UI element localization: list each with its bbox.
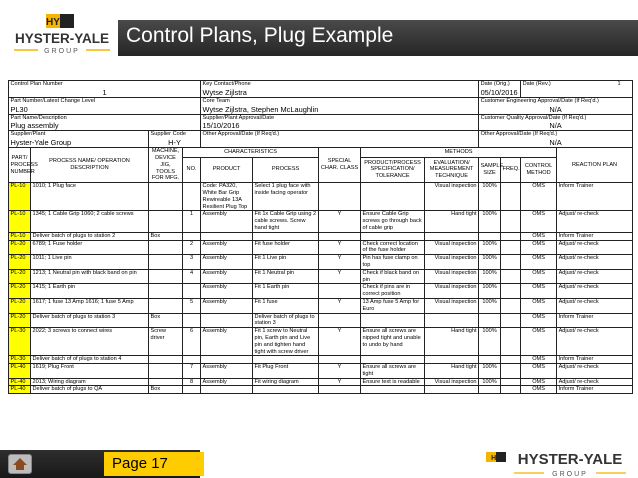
special-char-cell [319, 386, 361, 394]
control-method-cell: OMS [521, 284, 557, 299]
spec-cell [361, 313, 425, 328]
col-characteristics: CHARACTERISTICS [183, 148, 319, 157]
meta-customer-engineering: Customer Engineering Approval/Date (If Req'd.) N/A [479, 97, 633, 114]
special-char-cell: Y [319, 255, 361, 270]
table-row [9, 284, 633, 299]
sample-size-cell: 100% [479, 211, 501, 232]
sample-size-cell: 100% [479, 298, 501, 313]
product-cell: Assembly [201, 378, 253, 386]
process-description: 6789; 1 Fuse holder [31, 240, 149, 255]
op-cell: PL-40 [9, 378, 31, 386]
logo-brand-bottom: GROUP [44, 48, 80, 55]
table-row [9, 313, 633, 328]
col-control-method: CONTROL METHOD [521, 157, 557, 183]
special-char-cell: Y [319, 240, 361, 255]
sample-freq-cell [501, 313, 521, 328]
footer-logo-mark: HY [491, 455, 501, 462]
evaluation-cell: Hand tight [425, 364, 479, 379]
meta-core-team: Core Team Wytse Zijlstra, Stephen McLaughlin [201, 97, 479, 114]
sample-freq-cell [501, 328, 521, 356]
evaluation-cell [425, 232, 479, 240]
sample-freq-cell [501, 183, 521, 211]
sample-freq-cell [501, 211, 521, 232]
evaluation-cell: Visual inspection [425, 378, 479, 386]
char-no: 2 [183, 240, 201, 255]
machine-cell: Box [149, 313, 183, 328]
reaction-plan-cell: Inform Trainer [557, 386, 633, 394]
evaluation-cell: Visual inspection [425, 183, 479, 211]
process-description: 2022; 3 screws to connect wires [31, 328, 149, 356]
control-method-cell: OMS [521, 378, 557, 386]
process-description: 1213; 1 Neutral pin with black band on pin [31, 269, 149, 284]
title-banner [118, 20, 638, 56]
sample-size-cell: 100% [479, 183, 501, 211]
col-sample-size: SAMPLE SIZE [479, 157, 501, 183]
reaction-plan-cell: Adjust/ re-check [557, 211, 633, 232]
op-cell: PL-20 [9, 269, 31, 284]
col-no: NO. [183, 157, 201, 183]
spec-cell: Check if pins are in correct position [361, 284, 425, 299]
op-cell: PL-40 [9, 364, 31, 379]
meta-part-number: Part Number/Latest Change Level PL30 [9, 97, 201, 114]
meta-supplier: Supplier/Plant Hyster-Yale Group [9, 131, 149, 148]
home-button[interactable] [8, 454, 32, 474]
evaluation-cell: Visual inspection [425, 240, 479, 255]
control-method-cell: OMS [521, 386, 557, 394]
meta-date-rev: Date (Rev.) 1 [521, 81, 633, 98]
evaluation-cell [425, 386, 479, 394]
spec-cell [361, 183, 425, 211]
char-no [183, 284, 201, 299]
process-cell [253, 356, 319, 364]
op-cell: PL-20 [9, 313, 31, 328]
col-special-char: SPECIAL CHAR. CLASS [319, 148, 361, 183]
spec-cell: Ensure text is readable [361, 378, 425, 386]
char-no [183, 356, 201, 364]
spec-cell: Check if black band on pin [361, 269, 425, 284]
special-char-cell [319, 232, 361, 240]
col-evaluation: EVALUATION/ MEASUREMENT TECHNIQUE [425, 157, 479, 183]
reaction-plan-cell: Inform Trainer [557, 313, 633, 328]
evaluation-cell: Visual inspection [425, 284, 479, 299]
machine-cell [149, 269, 183, 284]
sample-size-cell: 100% [479, 240, 501, 255]
table-row [9, 364, 633, 379]
char-no: 5 [183, 298, 201, 313]
process-cell: Fit 1 Neutral pin [253, 269, 319, 284]
meta-supplier-approval: Supplier/Plant Approval/Date 15/10/2016 [201, 114, 479, 131]
char-no [183, 232, 201, 240]
special-char-cell: Y [319, 364, 361, 379]
spec-cell: Ensure all screws are nipped tight and unable to undo by hand [361, 328, 425, 356]
slide-title: Control Plans, Plug Example [126, 24, 394, 47]
control-method-cell: OMS [521, 232, 557, 240]
special-char-cell [319, 356, 361, 364]
spec-cell [361, 232, 425, 240]
product-cell: Assembly [201, 364, 253, 379]
reaction-plan-cell: Inform Trainer [557, 356, 633, 364]
op-cell: PL-20 [9, 255, 31, 270]
machine-cell [149, 298, 183, 313]
sample-size-cell: 100% [479, 364, 501, 379]
meta-customer-quality: Customer Quality Approval/Date (If Req'd.) N/A [479, 114, 633, 131]
logo-mark-h: HY [46, 17, 60, 28]
process-description: Deliver batch of plugs to station 3 [31, 313, 149, 328]
machine-cell [149, 356, 183, 364]
char-no: 3 [183, 255, 201, 270]
process-cell: Fit 1 Earth pin [253, 284, 319, 299]
control-method-cell: OMS [521, 269, 557, 284]
product-cell: Assembly [201, 269, 253, 284]
product-cell: Assembly [201, 240, 253, 255]
op-cell: PL-10 [9, 232, 31, 240]
sample-freq-cell [501, 298, 521, 313]
product-cell [201, 232, 253, 240]
spec-cell [361, 356, 425, 364]
meta-date-orig: Date (Orig.) 05/10/2016 [479, 81, 521, 98]
control-method-cell: OMS [521, 356, 557, 364]
table-row [9, 232, 633, 240]
table-row [9, 386, 633, 394]
op-cell: PL-30 [9, 328, 31, 356]
slide-header [0, 0, 638, 68]
sample-freq-cell [501, 356, 521, 364]
process-cell: Fit fuse holder [253, 240, 319, 255]
meta-other-approval-2: Other Approval/Date (If Req'd.) N/A [479, 131, 633, 148]
process-cell [253, 386, 319, 394]
control-method-cell: OMS [521, 298, 557, 313]
char-no: 4 [183, 269, 201, 284]
process-cell: Select 1 plug face with inside facing operator [253, 183, 319, 211]
sample-size-cell: 100% [479, 269, 501, 284]
machine-cell: Box [149, 232, 183, 240]
col-reaction-plan: REACTION PLAN [557, 148, 633, 183]
col-methods: METHODS [361, 148, 557, 157]
footer-brand-bottom: GROUP [552, 471, 588, 478]
process-cell [253, 232, 319, 240]
control-plan-sheet [8, 80, 632, 394]
control-plan-rows [9, 183, 633, 394]
char-no: 1 [183, 211, 201, 232]
op-cell: PL-20 [9, 298, 31, 313]
process-cell: Fit 1x Cable Grip using 2 cable screws. Screw hand tight [253, 211, 319, 232]
reaction-plan-cell: Adjust/ re-check [557, 240, 633, 255]
evaluation-cell [425, 356, 479, 364]
footer-brand-top: HYSTER-YALE [517, 451, 623, 468]
control-plan-table [8, 80, 633, 394]
control-method-cell: OMS [521, 364, 557, 379]
product-cell [201, 386, 253, 394]
evaluation-cell [425, 313, 479, 328]
table-row [9, 269, 633, 284]
sample-size-cell: 100% [479, 255, 501, 270]
sample-freq-cell [501, 240, 521, 255]
page-label: Page 17 [112, 455, 168, 472]
meta-supplier-code: Supplier Code H-Y [149, 131, 201, 148]
product-cell: Assembly [201, 328, 253, 356]
process-description: 2013; Wiring diagram [31, 378, 149, 386]
sample-size-cell [479, 386, 501, 394]
char-no [183, 386, 201, 394]
op-cell: PL-10 [9, 183, 31, 211]
product-cell: Assembly [201, 211, 253, 232]
spec-cell [361, 386, 425, 394]
process-description: 1010; 1 Plug face [31, 183, 149, 211]
special-char-cell [319, 183, 361, 211]
control-method-cell: OMS [521, 240, 557, 255]
op-cell: PL-10 [9, 211, 31, 232]
op-cell: PL-30 [9, 356, 31, 364]
meta-key-contact: Key Contact/Phone Wytse Zijlstra [201, 81, 479, 98]
meta-control-plan-number: Control Plan Number 1 [9, 81, 201, 98]
special-char-cell [319, 284, 361, 299]
table-row [9, 378, 633, 386]
table-row [9, 240, 633, 255]
table-row [9, 255, 633, 270]
sample-freq-cell [501, 255, 521, 270]
evaluation-cell: Hand tight [425, 211, 479, 232]
control-method-cell: OMS [521, 255, 557, 270]
reaction-plan-cell: Inform Trainer [557, 232, 633, 240]
process-cell: Fit 1 screw to Neutral pin, Earth pin and Live pin and tighten hand tight with screw driver [253, 328, 319, 356]
evaluation-cell: Visual inspection [425, 298, 479, 313]
process-description: Deliver batch of of plugs to station 4 [31, 356, 149, 364]
table-row [9, 211, 633, 232]
reaction-plan-cell: Adjust/ re-check [557, 255, 633, 270]
process-description: Deliver batch of plugs to QA [31, 386, 149, 394]
machine-cell [149, 183, 183, 211]
table-row [9, 356, 633, 364]
reaction-plan-cell: Adjust/ re-check [557, 328, 633, 356]
spec-cell: Pin has fuse clamp on top [361, 255, 425, 270]
op-cell: PL-20 [9, 240, 31, 255]
reaction-plan-cell: Adjust/ re-check [557, 378, 633, 386]
sample-size-cell: 100% [479, 378, 501, 386]
char-no: 7 [183, 364, 201, 379]
sample-freq-cell [501, 269, 521, 284]
sample-size-cell [479, 313, 501, 328]
table-row [9, 328, 633, 356]
evaluation-cell: Visual inspection [425, 269, 479, 284]
sample-size-cell [479, 232, 501, 240]
col-spec-tolerance: PRODUCT/PROCESS SPECIFICATION/ TOLERANCE [361, 157, 425, 183]
machine-cell: Screw driver [149, 328, 183, 356]
product-cell [201, 356, 253, 364]
table-row [9, 298, 633, 313]
control-method-cell: OMS [521, 328, 557, 356]
page-indicator [104, 452, 204, 476]
evaluation-cell: Hand tight [425, 328, 479, 356]
col-process-name: PROCESS NAME/ OPERATION DESCRIPTION [31, 148, 149, 183]
product-cell [201, 313, 253, 328]
special-char-cell: Y [319, 328, 361, 356]
special-char-cell: Y [319, 378, 361, 386]
process-description: Deliver batch of plugs to station 2 [31, 232, 149, 240]
reaction-plan-cell: Adjust/ re-check [557, 284, 633, 299]
product-cell: Code: PA320, White Bar Grip Rewireable 13A Resilient Plug Top [201, 183, 253, 211]
evaluation-cell: Visual inspection [425, 255, 479, 270]
col-product: PRODUCT [201, 157, 253, 183]
special-char-cell: Y [319, 269, 361, 284]
char-no [183, 313, 201, 328]
spec-cell: Ensure all screws are tight [361, 364, 425, 379]
table-row [9, 183, 633, 211]
char-no [183, 183, 201, 211]
process-cell: Deliver batch of plugs to station 3 [253, 313, 319, 328]
col-machine: MACHINE, DEVICE JIG, TOOLS FOR MFG. [149, 148, 183, 183]
col-part-process-number: PART/ PROCESS NUMBER [9, 148, 31, 183]
product-cell: Assembly [201, 284, 253, 299]
hyster-yale-footer-logo [484, 446, 634, 478]
meta-part-name: Part Name/Description Plug assembly [9, 114, 201, 131]
char-no: 6 [183, 328, 201, 356]
process-cell: Fit wiring diagram [253, 378, 319, 386]
op-cell: PL-40 [9, 386, 31, 394]
col-sample-freq: FREQ. [501, 157, 521, 183]
char-no: 8 [183, 378, 201, 386]
reaction-plan-cell: Adjust/ re-check [557, 298, 633, 313]
machine-cell [149, 240, 183, 255]
reaction-plan-cell: Inform Trainer [557, 183, 633, 211]
col-process: PROCESS [253, 157, 319, 183]
special-char-cell: Y [319, 298, 361, 313]
logo-brand-top: HYSTER-YALE [14, 31, 110, 46]
op-cell: PL-20 [9, 284, 31, 299]
spec-cell: Ensure Cable Grip screws go through back of cable grip [361, 211, 425, 232]
special-char-cell [319, 313, 361, 328]
control-method-cell: OMS [521, 313, 557, 328]
process-cell: Fit 1 fuse [253, 298, 319, 313]
meta-other-approval: Other Approval/Date (If Req'd.) [201, 131, 479, 148]
sample-size-cell [479, 356, 501, 364]
process-description: 1617; 1 fuse 13 Amp 1616; 1 fuse 5 Amp [31, 298, 149, 313]
process-cell: Fit Plug Front [253, 364, 319, 379]
product-cell: Assembly [201, 298, 253, 313]
process-cell: Fit 1 Live pin [253, 255, 319, 270]
sample-freq-cell [501, 232, 521, 240]
sample-freq-cell [501, 364, 521, 379]
hyster-yale-logo [8, 12, 116, 62]
special-char-cell: Y [319, 211, 361, 232]
sample-size-cell: 100% [479, 328, 501, 356]
spec-cell: Check correct location of the fuse holder [361, 240, 425, 255]
sample-size-cell: 100% [479, 284, 501, 299]
machine-cell [149, 364, 183, 379]
reaction-plan-cell: Adjust/ re-check [557, 269, 633, 284]
control-method-cell: OMS [521, 183, 557, 211]
sample-freq-cell [501, 378, 521, 386]
process-description: 1345; 1 Cable Grip 1060; 2 cable screws [31, 211, 149, 232]
spec-cell: 13 Amp fuse 5 Amp for Euro [361, 298, 425, 313]
control-method-cell: OMS [521, 211, 557, 232]
sample-freq-cell [501, 284, 521, 299]
machine-cell [149, 284, 183, 299]
sample-freq-cell [501, 386, 521, 394]
product-cell: Assembly [201, 255, 253, 270]
process-description: 1011; 1 Live pin [31, 255, 149, 270]
machine-cell [149, 378, 183, 386]
home-icon [9, 455, 31, 473]
machine-cell: Box [149, 386, 183, 394]
reaction-plan-cell: Adjust/ re-check [557, 364, 633, 379]
machine-cell [149, 255, 183, 270]
process-description: 1619; Plug Front [31, 364, 149, 379]
process-description: 1415; 1 Earth pin [31, 284, 149, 299]
machine-cell [149, 211, 183, 232]
